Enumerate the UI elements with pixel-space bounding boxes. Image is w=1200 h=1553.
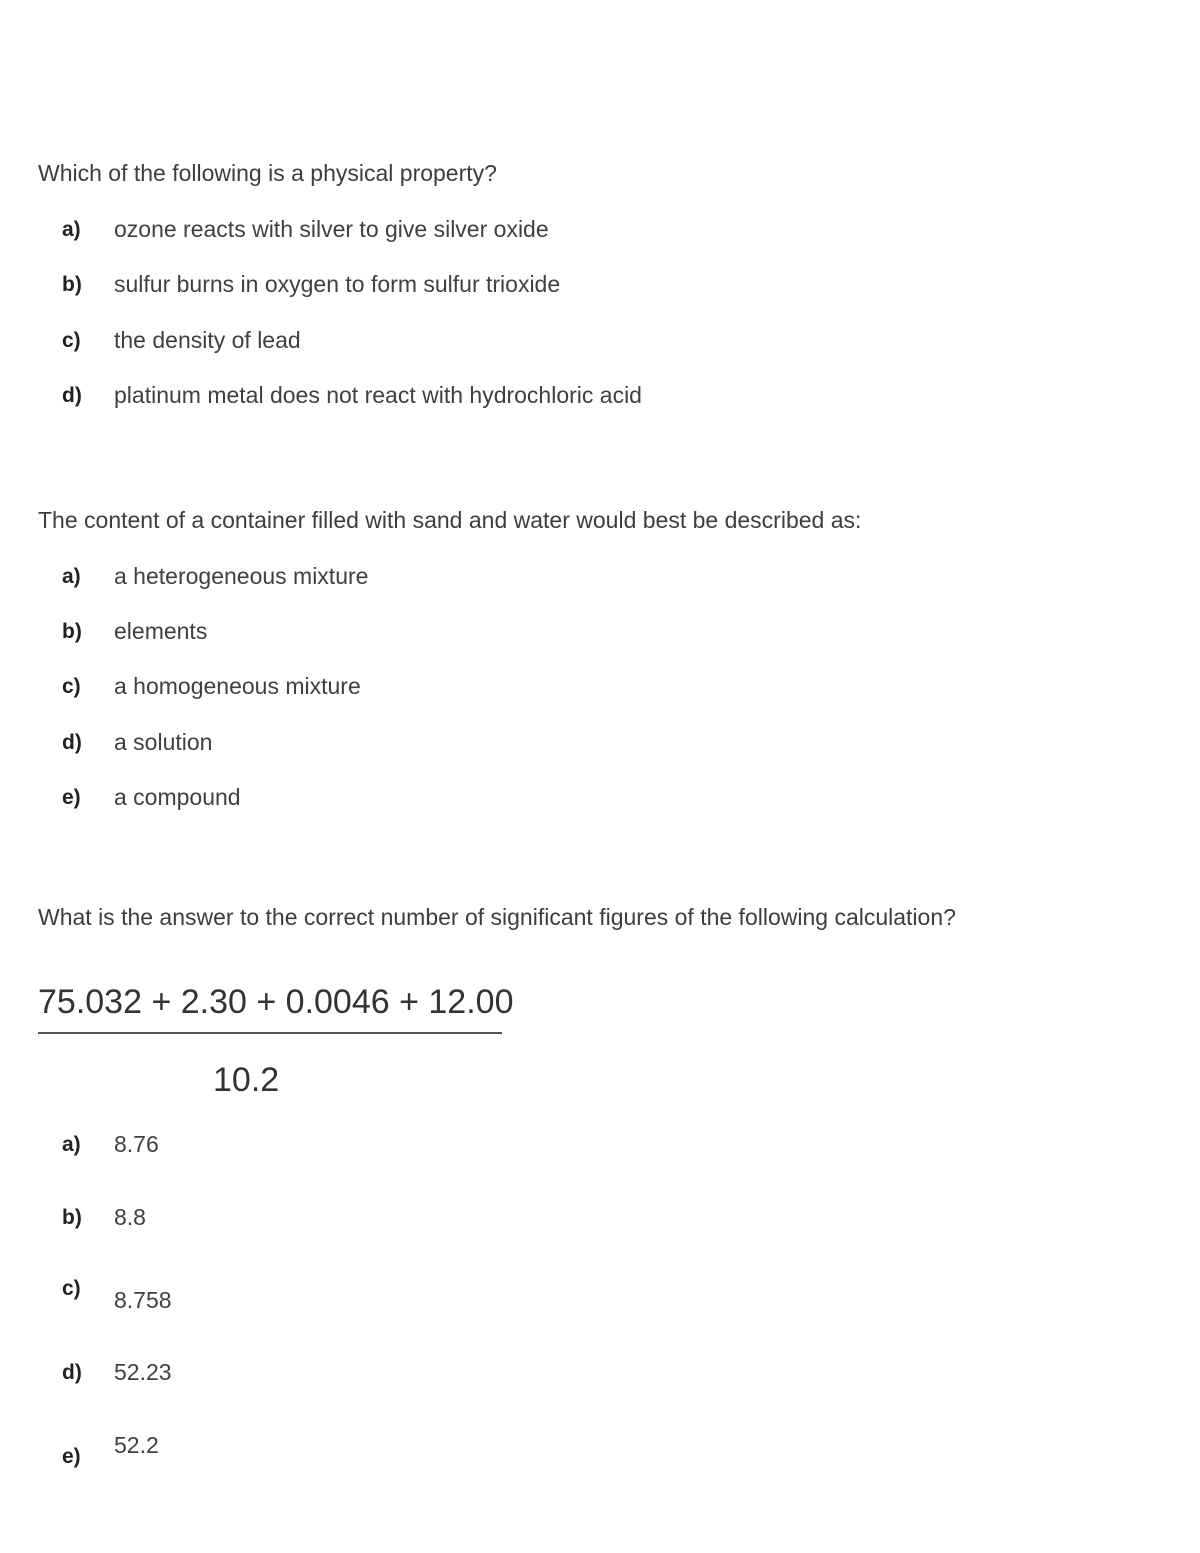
- calculation-numerator: 75.032 + 2.30 + 0.0046 + 12.00: [38, 983, 514, 1021]
- option-text: 52.2: [114, 1432, 159, 1458]
- question-3-option-e[interactable]: [62, 1432, 962, 1468]
- option-text: a homogeneous mixture: [114, 673, 361, 699]
- option-letter: c): [62, 329, 81, 352]
- question-2-option-c[interactable]: [62, 675, 962, 705]
- question-2-option-e[interactable]: [62, 786, 962, 816]
- question-2-option-a[interactable]: [62, 565, 962, 595]
- question-1-option-a[interactable]: [62, 218, 962, 248]
- question-2-option-b[interactable]: [62, 620, 962, 650]
- option-letter: c): [62, 675, 81, 698]
- option-text: 8.758: [114, 1287, 172, 1313]
- option-text: 8.76: [114, 1131, 159, 1157]
- option-text: 8.8: [114, 1204, 146, 1230]
- question-1-option-b[interactable]: [62, 273, 962, 303]
- question-3-option-a[interactable]: [62, 1133, 962, 1163]
- option-text: a compound: [114, 784, 241, 810]
- option-letter: a): [62, 1133, 81, 1156]
- option-letter: a): [62, 565, 81, 588]
- option-text: elements: [114, 618, 208, 644]
- option-letter: b): [62, 273, 82, 296]
- question-2-option-d[interactable]: [62, 731, 962, 761]
- option-letter: d): [62, 384, 82, 407]
- question-2-prompt: The content of a container filled with sand and water would best be described as:: [38, 507, 862, 533]
- option-letter: b): [62, 1206, 82, 1229]
- option-text: sulfur burns in oxygen to form sulfur trioxide: [114, 271, 561, 297]
- option-text: 52.23: [114, 1359, 172, 1385]
- option-letter: a): [62, 218, 81, 241]
- question-1-option-d[interactable]: [62, 384, 962, 414]
- option-text: ozone reacts with silver to give silver oxide: [114, 216, 549, 242]
- option-letter: b): [62, 620, 82, 643]
- option-letter: c): [62, 1277, 81, 1300]
- question-1-prompt: Which of the following is a physical property?: [38, 160, 497, 186]
- calculation-denominator: 10.2: [213, 1061, 280, 1099]
- option-text: a heterogeneous mixture: [114, 563, 369, 589]
- fraction-bar: [38, 1032, 502, 1034]
- question-1-option-c[interactable]: [62, 329, 962, 359]
- question-3-option-c[interactable]: [62, 1277, 962, 1313]
- option-letter: e): [62, 1445, 81, 1468]
- question-3-prompt: What is the answer to the correct number of significant figures of the following calculation?: [38, 904, 956, 930]
- option-text: platinum metal does not react with hydrochloric acid: [114, 382, 642, 408]
- question-3-option-b[interactable]: [62, 1206, 962, 1236]
- option-text: a solution: [114, 729, 213, 755]
- option-text: the density of lead: [114, 327, 301, 353]
- question-3-option-d[interactable]: [62, 1361, 962, 1391]
- option-letter: d): [62, 731, 82, 754]
- option-letter: e): [62, 786, 81, 809]
- option-letter: d): [62, 1361, 82, 1384]
